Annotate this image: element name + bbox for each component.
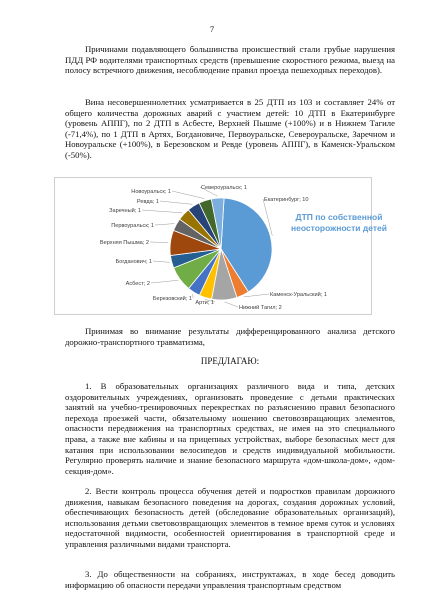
pie-leader-line — [153, 261, 170, 262]
pie-data-label: Заречный; 1 — [109, 208, 141, 214]
pie-data-label: Каменск-Уральский; 1 — [270, 292, 327, 298]
pie-data-label: Екатеринбург; 10 — [264, 197, 309, 203]
paragraph-minors-fault: Вина несовершеннолетних усматривается в 25 ДТП из 103 и составляет 24% от общего количества дорожных аварий с участием детей: 10 ДТП в Екатеринбурге (уровень АППГ), по 2 ДТП в Асбесте, Верхней Пышме (+100%) и в Нижнем Тагиле (-71,4%), по 1 ДТП в Артях, Богдановиче, Первоуральске, Североуральске, Заречном и Новоуральске (+100%), в Березовском и Ревде (уровень АППГ), в Каменск-Уральском (-50%). — [65, 97, 395, 160]
pie-data-label: Североуральск; 1 — [201, 185, 247, 191]
pie-data-label: Ревда; 1 — [136, 199, 159, 205]
chart-title-line: ДТП по собственной — [295, 212, 383, 222]
paragraph-causes: Причинами подавляющего большинства происшествий стали грубые нарушения ПДД РФ водителями транспортных средств (превышение скоростного режима, выезд на полосу встречного движения, несоблюдение правил проезда пешеходных переходов). — [65, 44, 395, 76]
proposal-item-1: 1. В образовательных организациях различного вида и типа, детских оздоровительных учреждениях, организовать проведение с детьми практических занятий на учебно-тренировочных перекрестках по разъяснению правил безопасного перехода проезжей части, обязательному ношению световозвращающих элементов, опасности передвижения на транспортных средствах, не имея на это специального права, а также вне кабины и на прицепных устройствах, выборе безопасных мест для катания при использовании велосипедов и средств индивидуальной мобильности. Регулярно проверять наличие и знание безопасного маршрута «дом-школа-дом», «дом-секция-дом». — [65, 381, 395, 476]
pie-data-label: Асбест; 2 — [125, 281, 150, 287]
chart-title-line: неосторожности детей — [290, 223, 388, 233]
pie-leader-line — [224, 302, 238, 307]
proposal-heading: ПРЕДЛАГАЮ: — [200, 356, 260, 366]
pie-chart-frame — [54, 177, 388, 315]
pie-leader-line — [155, 224, 174, 225]
pie-leader-line — [142, 210, 182, 213]
pie-leader-line — [244, 294, 269, 297]
proposal-item-2: 2. Вести контроль процесса обучения детей и подростков правилам дорожного движения, навыкам безопасного поведения на дорогах, создания дорожных условий, обеспечивающих безопасность детей (обследование образовательных организаций), использования детьми световозвращающих элементов в темное время суток и условиях недостаточной видимости, особенностей ориентирования в транспортной среде и управления различными видами транспорта. — [65, 486, 395, 549]
pie-data-label: Верхняя Пышма; 2 — [99, 240, 149, 246]
paragraph-analysis: Принимая во внимание результаты дифференцированного анализа детского дорожно-транспортного травматизма, — [65, 326, 395, 347]
pie-data-label: Березовский; 1 — [152, 296, 192, 302]
pie-leader-line — [151, 280, 178, 283]
pie-chart — [55, 178, 388, 314]
pie-data-label: Новоуральск; 1 — [131, 189, 171, 195]
pie-data-label: Первоуральск; 1 — [111, 223, 154, 229]
pie-leader-line — [160, 201, 192, 204]
pie-data-label: Арти; 1 — [195, 300, 214, 306]
pie-leader-line — [150, 242, 168, 243]
page-number: 7 — [209, 24, 215, 34]
pie-data-label: Нижний Тагил; 2 — [239, 305, 282, 311]
proposal-item-3: 3. До общественности на собраниях, инструктажах, в ходе бесед доводить информацию об опасности передачи управления транспортным средством — [65, 569, 395, 590]
pie-leader-line — [172, 191, 204, 199]
pie-data-label: Богданович; 1 — [115, 259, 152, 265]
